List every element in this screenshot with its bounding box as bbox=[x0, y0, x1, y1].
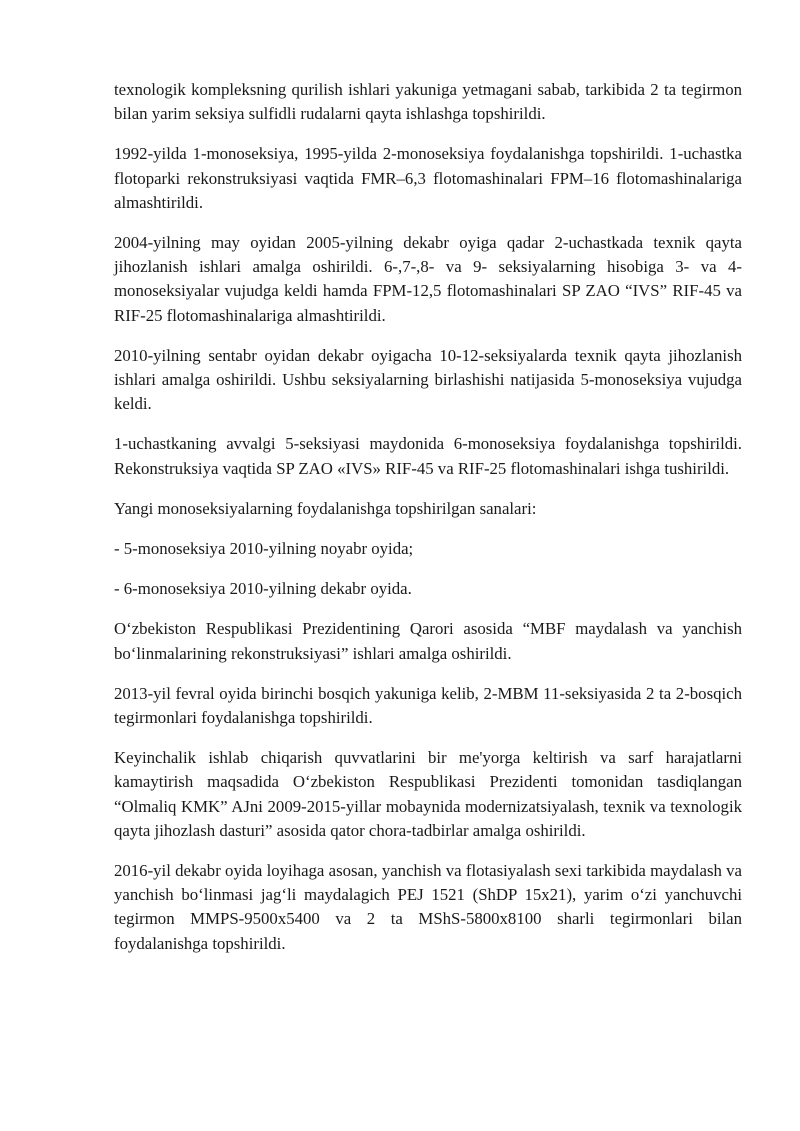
paragraph-3: 2004-yilning may oyidan 2005-yilning dekabr oyiga qadar 2-uchastkada texnik qayta jihozlanish ishlari amalga oshirildi. 6-,7-,8- va 9- seksiyalarning hisobiga 3- va 4-monoseksiyalar vujudga keldi hamda FPM-12,5 flotomashinalari SP ZAO “IVS” RIF-45 va RIF-25 flotomashinalariga almashtirildi. bbox=[114, 233, 742, 325]
paragraph-7: O‘zbekiston Respublikasi Prezidentining Qarori asosida “MBF maydalash va yanchish bo‘linmalarining rekonstruksiyasi” ishlari amalga oshirildi. bbox=[114, 619, 742, 663]
paragraph-8: 2013-yil fevral oyida birinchi bosqich yakuniga kelib, 2-MBM 11-seksiyasida 2 ta 2-bosqich tegirmonlari foydalanishga topshirildi. bbox=[114, 683, 742, 728]
paragraph-5: 1-uchastkaning avvalgi 5-seksiyasi maydonida 6-monoseksiya foydalanishga topshirildi. Rekonstruksiya vaqtida SP ZAO «IVS» RIF-45 va RIF-25 flotomashinalari ishga tushirildi. bbox=[114, 434, 742, 478]
list-item-1: - 5-monoseksiya 2010-yilning noyabr oyida; bbox=[114, 539, 414, 559]
paragraph-4: 2010-yilning sentabr oyidan dekabr oyigacha 10-12-seksiyalarda texnik qayta jihozlanish ishlari amalga oshirildi. Ushbu seksiyalarning birlashishi natijasida 5-monoseksiya vujudga keldi. bbox=[114, 345, 742, 414]
paragraph-6: Yangi monoseksiyalarning foydalanishga topshirilgan sanalari: bbox=[114, 498, 537, 518]
paragraph-1: texnologik kompleksning qurilish ishlari yakuniga yetmagani sabab, tarkibida 2 ta tegirmon bilan yarim seksiya sulfidli rudalarni qayta ishlashga topshirildi. bbox=[114, 80, 742, 124]
list-item-2: - 6-monoseksiya 2010-yilning dekabr oyida. bbox=[114, 579, 412, 599]
paragraph-2: 1992-yilda 1-monoseksiya, 1995-yilda 2-monoseksiya foydalanishga topshirildi. 1-uchastka flotoparki rekonstruksiyasi vaqtida FMR–6,3 flotomashinalari FPM–16 flotomashinalariga almashtirildi. bbox=[114, 144, 742, 212]
paragraph-9: Keyinchalik ishlab chiqarish quvvatlarini bir me'yorga keltirish va sarf harajatlarni kamaytirish maqsadida O‘zbekiston Respublikasi Prezidenti tomonidan tasdiqlangan “Olmaliq KMK” AJni 2009-2015-yillar mobaynida modernizatsiyalash, texnik va texnologik qayta jihozlash dasturi” asosida qator chora-tadbirlar amalga oshirildi. bbox=[114, 748, 742, 840]
document-page bbox=[114, 78, 742, 972]
paragraph-10: 2016-yil dekabr oyida loyihaga asosan, yanchish va flotasiyalash sexi tarkibida maydalash va yanchish bo‘linmasi jag‘li maydalagich PEJ 1521 (ShDP 15x21), yarim o‘zi yanchuvchi tegirmon MMPS-9500x5400 va 2 ta MShS-5800x8100 sharli tegirmonlari bilan foydalanishga topshirildi. bbox=[114, 861, 742, 953]
